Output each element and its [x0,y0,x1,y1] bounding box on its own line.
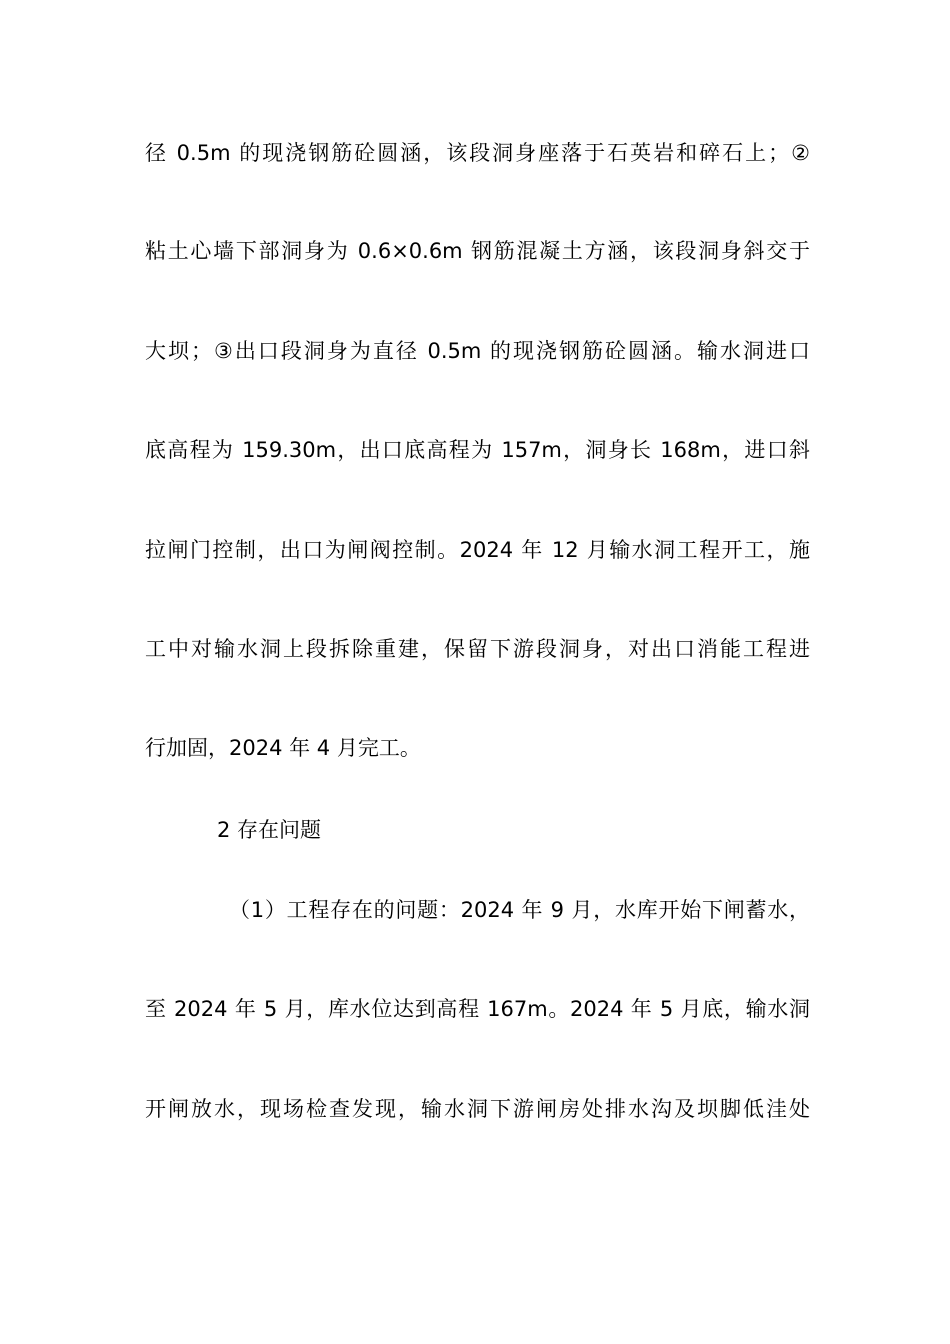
problem-line-3: 开闸放水，现场检查发现，输水洞下游闸房处排水沟及坝脚低洼处 [145,1097,810,1121]
paragraph-line-6: 工中对输水洞上段拆除重建，保留下游段洞身，对出口消能工程进 [145,637,810,661]
problem-line-2: 至 2024 年 5 月，库水位达到高程 167m。2024 年 5 月底，输水洞 [145,997,810,1021]
paragraph-line-3: 大坝；③出口段洞身为直径 0.5m 的现浇钢筋砼圆涵。输水洞进口 [145,339,810,363]
paragraph-line-1: 径 0.5m 的现浇钢筋砼圆涵，该段洞身座落于石英岩和碎石上；② [145,141,810,165]
paragraph-line-2: 粘土心墙下部洞身为 0.6×0.6m 钢筋混凝土方涵，该段洞身斜交于 [145,239,810,263]
problem-line-1: （1）工程存在的问题：2024 年 9 月，水库开始下闸蓄水， [229,898,810,922]
section-heading: 2 存在问题 [217,818,322,842]
paragraph-line-4: 底高程为 159.30m，出口底高程为 157m，洞身长 168m，进口斜 [145,438,810,462]
paragraph-line-7: 行加固，2024 年 4 月完工。 [145,736,421,760]
paragraph-line-5: 拉闸门控制，出口为闸阀控制。2024 年 12 月输水洞工程开工，施 [145,538,810,562]
